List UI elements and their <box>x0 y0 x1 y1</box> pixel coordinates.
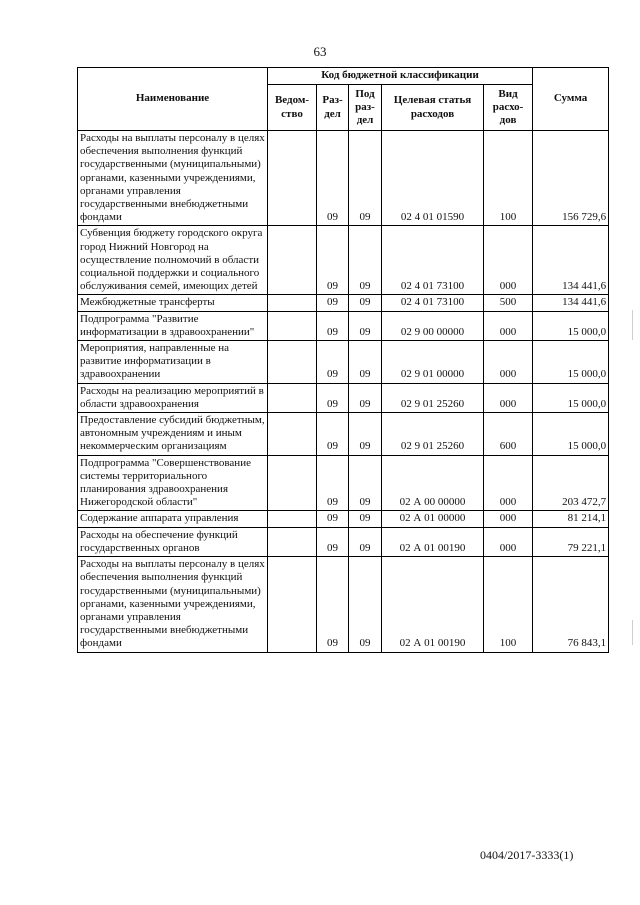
row-article: 02 А 01 00190 <box>382 557 484 652</box>
row-type: 000 <box>484 226 533 295</box>
table-row <box>78 131 609 226</box>
row-section: 09 <box>317 383 349 412</box>
row-article: 02 9 01 25260 <box>382 383 484 412</box>
row-type: 000 <box>484 527 533 556</box>
row-name: Подпрограмма "Совершенствование системы территориального планирования здравоохранения Нижегородской области" <box>78 455 268 511</box>
row-department <box>268 557 317 652</box>
row-name: Подпрограмма "Развитие информатизации в здравоохранении" <box>78 311 268 340</box>
scan-artifact <box>632 620 633 645</box>
row-name: Содержание аппарата управления <box>78 511 268 527</box>
row-subsection: 09 <box>349 383 382 412</box>
row-subsection: 09 <box>349 527 382 556</box>
row-type: 000 <box>484 455 533 511</box>
row-amount: 203 472,7 <box>533 455 609 511</box>
header-amount: Сумма <box>533 68 609 131</box>
row-type: 000 <box>484 341 533 384</box>
row-type: 000 <box>484 383 533 412</box>
table-row <box>78 455 609 511</box>
row-subsection: 09 <box>349 226 382 295</box>
row-amount: 76 843,1 <box>533 557 609 652</box>
row-name: Субвенция бюджету городского округа город Нижний Новгород на осуществление полномочий в области социальной поддержки и социального обслуживания семей, имеющих детей <box>78 226 268 295</box>
row-article: 02 А 01 00190 <box>382 527 484 556</box>
row-amount: 15 000,0 <box>533 341 609 384</box>
table-row <box>78 557 609 652</box>
row-department <box>268 226 317 295</box>
header-section: Раз-дел <box>317 85 349 131</box>
row-name: Расходы на выплаты персоналу в целях обеспечения выполнения функций государственными (муниципальными) органами, казенными учреждениями, органами управления государственными внебюджетными фондами <box>78 557 268 652</box>
row-name: Расходы на реализацию мероприятий в области здравоохранения <box>78 383 268 412</box>
row-section: 09 <box>317 131 349 226</box>
row-article: 02 9 01 25260 <box>382 413 484 456</box>
row-subsection: 09 <box>349 341 382 384</box>
row-type: 500 <box>484 295 533 311</box>
header-department: Ведом-ство <box>268 85 317 131</box>
row-name: Межбюджетные трансферты <box>78 295 268 311</box>
row-section: 09 <box>317 295 349 311</box>
row-type: 600 <box>484 413 533 456</box>
row-amount: 81 214,1 <box>533 511 609 527</box>
row-article: 02 9 01 00000 <box>382 341 484 384</box>
row-article: 02 4 01 73100 <box>382 226 484 295</box>
row-section: 09 <box>317 557 349 652</box>
row-subsection: 09 <box>349 131 382 226</box>
row-amount: 15 000,0 <box>533 311 609 340</box>
row-department <box>268 311 317 340</box>
row-department <box>268 341 317 384</box>
header-target-article: Целевая статья расходов <box>382 85 484 131</box>
page-number: 63 <box>313 44 327 59</box>
document-code: 0404/2017-3333(1) <box>480 848 574 862</box>
row-section: 09 <box>317 527 349 556</box>
row-section: 09 <box>317 511 349 527</box>
row-type: 000 <box>484 511 533 527</box>
table-header <box>78 68 609 131</box>
row-subsection: 09 <box>349 557 382 652</box>
row-name: Мероприятия, направленные на развитие информатизации в здравоохранении <box>78 341 268 384</box>
row-subsection: 09 <box>349 413 382 456</box>
table-row <box>78 527 609 556</box>
row-article: 02 4 01 01590 <box>382 131 484 226</box>
row-department <box>268 511 317 527</box>
header-expense-type: Вид расхо-дов <box>484 85 533 131</box>
row-subsection: 09 <box>349 511 382 527</box>
row-amount: 134 441,6 <box>533 226 609 295</box>
row-section: 09 <box>317 341 349 384</box>
table-row <box>78 341 609 384</box>
row-amount: 15 000,0 <box>533 413 609 456</box>
row-article: 02 А 01 00000 <box>382 511 484 527</box>
budget-table <box>77 67 609 653</box>
row-name: Расходы на выплаты персоналу в целях обеспечения выполнения функций государственными (муниципальными) органами, казенными учреждениями, органами управления государственными внебюджетными фондами <box>78 131 268 226</box>
row-department <box>268 527 317 556</box>
table-row <box>78 311 609 340</box>
table-row <box>78 413 609 456</box>
row-section: 09 <box>317 413 349 456</box>
row-subsection: 09 <box>349 311 382 340</box>
row-amount: 134 441,6 <box>533 295 609 311</box>
row-article: 02 9 00 00000 <box>382 311 484 340</box>
row-type: 100 <box>484 557 533 652</box>
row-department <box>268 131 317 226</box>
header-subsection: Под раз-дел <box>349 85 382 131</box>
row-section: 09 <box>317 455 349 511</box>
row-subsection: 09 <box>349 295 382 311</box>
row-department <box>268 455 317 511</box>
table-row <box>78 383 609 412</box>
row-department <box>268 383 317 412</box>
row-name: Расходы на обеспечение функций государственных органов <box>78 527 268 556</box>
row-amount: 156 729,6 <box>533 131 609 226</box>
table-row <box>78 295 609 311</box>
row-amount: 79 221,1 <box>533 527 609 556</box>
row-department <box>268 413 317 456</box>
row-article: 02 4 01 73100 <box>382 295 484 311</box>
table-row <box>78 511 609 527</box>
header-code-group: Код бюджетной классификации <box>268 68 533 85</box>
row-type: 000 <box>484 311 533 340</box>
table-row <box>78 226 609 295</box>
row-subsection: 09 <box>349 455 382 511</box>
row-department <box>268 295 317 311</box>
row-type: 100 <box>484 131 533 226</box>
row-article: 02 А 00 00000 <box>382 455 484 511</box>
row-section: 09 <box>317 226 349 295</box>
row-section: 09 <box>317 311 349 340</box>
row-amount: 15 000,0 <box>533 383 609 412</box>
scan-artifact <box>632 310 633 340</box>
header-name: Наименование <box>78 68 268 131</box>
row-name: Предоставление субсидий бюджетным, автономным учреждениям и иным некоммерческим организациям <box>78 413 268 456</box>
